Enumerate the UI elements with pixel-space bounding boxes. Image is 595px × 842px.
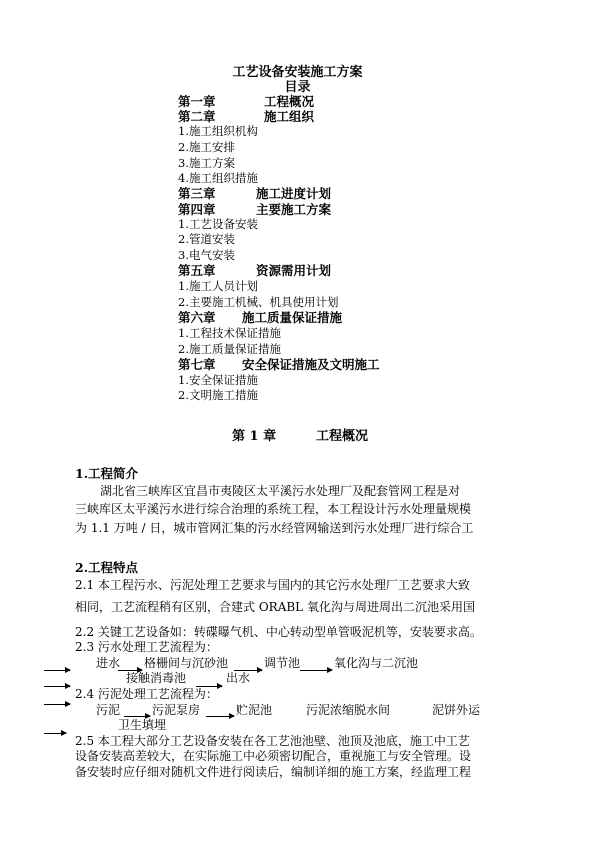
flow-arrow-icon xyxy=(206,716,234,717)
toc-item: 1.工艺设备安装 xyxy=(178,217,258,231)
flow-step: 格栅间与沉砂池 xyxy=(144,656,229,670)
paragraph-line: 三峡库区太平溪污水进行综合治理的系统工程，本工程设计污水处理量规模 xyxy=(75,502,472,516)
paragraph-line: 备安装时应仔细对随机文件进行阅读后，编制详细的施工方案，经监理工程 xyxy=(75,765,472,779)
toc-chapter-3 xyxy=(178,188,331,201)
toc-item: 2.文明施工措施 xyxy=(178,388,258,402)
toc-item: 1.安全保证措施 xyxy=(178,373,258,387)
chapter-heading xyxy=(232,430,368,443)
toc-item: 3.电气安装 xyxy=(178,248,235,262)
flow-step: 污泥泵房 xyxy=(152,703,201,717)
toc-item: 4.施工组织措施 xyxy=(178,171,258,185)
toc-item: 2.施工安排 xyxy=(178,140,235,154)
section-heading: 1.工程简介 xyxy=(75,466,139,481)
toc-chapter-label: 施工进度计划 xyxy=(256,186,332,201)
paragraph-line: 湖北省三峡库区宜昌市夷陵区太平溪污水处理厂及配套管网工程是对 xyxy=(100,484,461,498)
flow-arrow-icon xyxy=(44,686,70,687)
toc-item: 2.管道安装 xyxy=(178,232,235,246)
toc-chapter-number: 第五章 xyxy=(178,263,216,278)
flow-step: 进水 xyxy=(96,656,121,670)
paragraph-line: 相同，工艺流程稍有区别，合建式 ORABL 氧化沟与周进周出二沉池采用国 xyxy=(75,600,475,614)
toc-item: 1.工程技术保证措施 xyxy=(178,326,281,340)
section-heading: 2.工程特点 xyxy=(75,560,139,575)
flow-arrow-icon xyxy=(44,704,70,705)
paragraph-line: 设备安装高差较大，在实际施工中必须密切配合，重视施工与安全管理。设 xyxy=(75,749,472,763)
toc-chapter-label: 主要施工方案 xyxy=(256,202,332,217)
toc-chapter-number: 第一章 xyxy=(178,94,216,109)
toc-chapter-number: 第七章 xyxy=(178,357,216,372)
toc-item: 1.施工组织机构 xyxy=(178,124,258,138)
toc-chapter-label: 安全保证措施及文明施工 xyxy=(242,357,380,372)
flow-arrow-icon xyxy=(44,670,70,671)
paragraph-line: 2.3 污水处理工艺流程为： xyxy=(75,640,218,654)
toc-chapter-1 xyxy=(178,96,314,109)
toc-item: 2.施工质量保证措施 xyxy=(178,342,281,356)
flow-step: 贮泥池 xyxy=(236,703,273,717)
toc-chapter-number: 第六章 xyxy=(178,310,216,325)
paragraph-line: 2.2 关键工艺设备如：转碟曝气机、中心转动型单管吸泥机等，安装要求高。 xyxy=(75,625,482,639)
paragraph-line: 2.5 本工程大部分工艺设备安装在各工艺池池壁、池顶及池底，施工中工艺 xyxy=(75,734,470,748)
toc-chapter-6 xyxy=(178,312,342,325)
toc-chapter-number: 第二章 xyxy=(178,109,216,124)
flow-step: 调节池 xyxy=(264,656,301,670)
toc-item: 3.施工方案 xyxy=(178,156,235,170)
toc-chapter-label: 工程概况 xyxy=(264,94,315,109)
toc-chapter-5 xyxy=(178,265,331,278)
toc-chapter-label: 施工质量保证措施 xyxy=(242,310,343,325)
document-title: 工艺设备安装施工方案 xyxy=(232,65,363,80)
flow-step: 污泥浓缩脱水间 xyxy=(306,703,391,717)
flow-arrow-icon xyxy=(124,716,150,717)
toc-chapter-number: 第四章 xyxy=(178,202,216,217)
toc-item: 1.施工人员计划 xyxy=(178,279,258,293)
flow-arrow-icon xyxy=(300,670,332,671)
toc-item: 2.主要施工机械、机具使用计划 xyxy=(178,295,339,309)
flow-arrow-icon xyxy=(44,733,66,734)
chapter-label: 工程概况 xyxy=(316,429,369,444)
paragraph-line: 2.4 污泥处理工艺流程为： xyxy=(75,687,218,701)
paragraph-line: 为 1.1 万吨 / 日，城市管网汇集的污水经管网输送到污水处理厂进行综合工 xyxy=(75,521,474,535)
toc-chapter-label: 资源需用计划 xyxy=(256,263,332,278)
chapter-number: 第 1 章 xyxy=(232,429,277,444)
toc-chapter-4 xyxy=(178,204,331,217)
flow-step: 污泥 xyxy=(96,703,121,717)
flow-step: 出水 xyxy=(226,671,251,685)
flow-step: 泥饼外运 xyxy=(432,703,481,717)
flow-step: 卫生填埋 xyxy=(118,718,167,732)
flow-step: 接触消毒池 xyxy=(126,671,187,685)
paragraph-line: 2.1 本工程污水、污泥处理工艺要求与国内的其它污水处理厂工艺要求大致 xyxy=(75,578,470,592)
toc-chapter-2 xyxy=(178,111,314,124)
flow-step: 氧化沟与二沉池 xyxy=(334,656,419,670)
toc-chapter-7 xyxy=(178,359,380,372)
toc-chapter-label: 施工组织 xyxy=(264,109,315,124)
toc-chapter-number: 第三章 xyxy=(178,186,216,201)
toc-title: 目录 xyxy=(284,80,311,95)
